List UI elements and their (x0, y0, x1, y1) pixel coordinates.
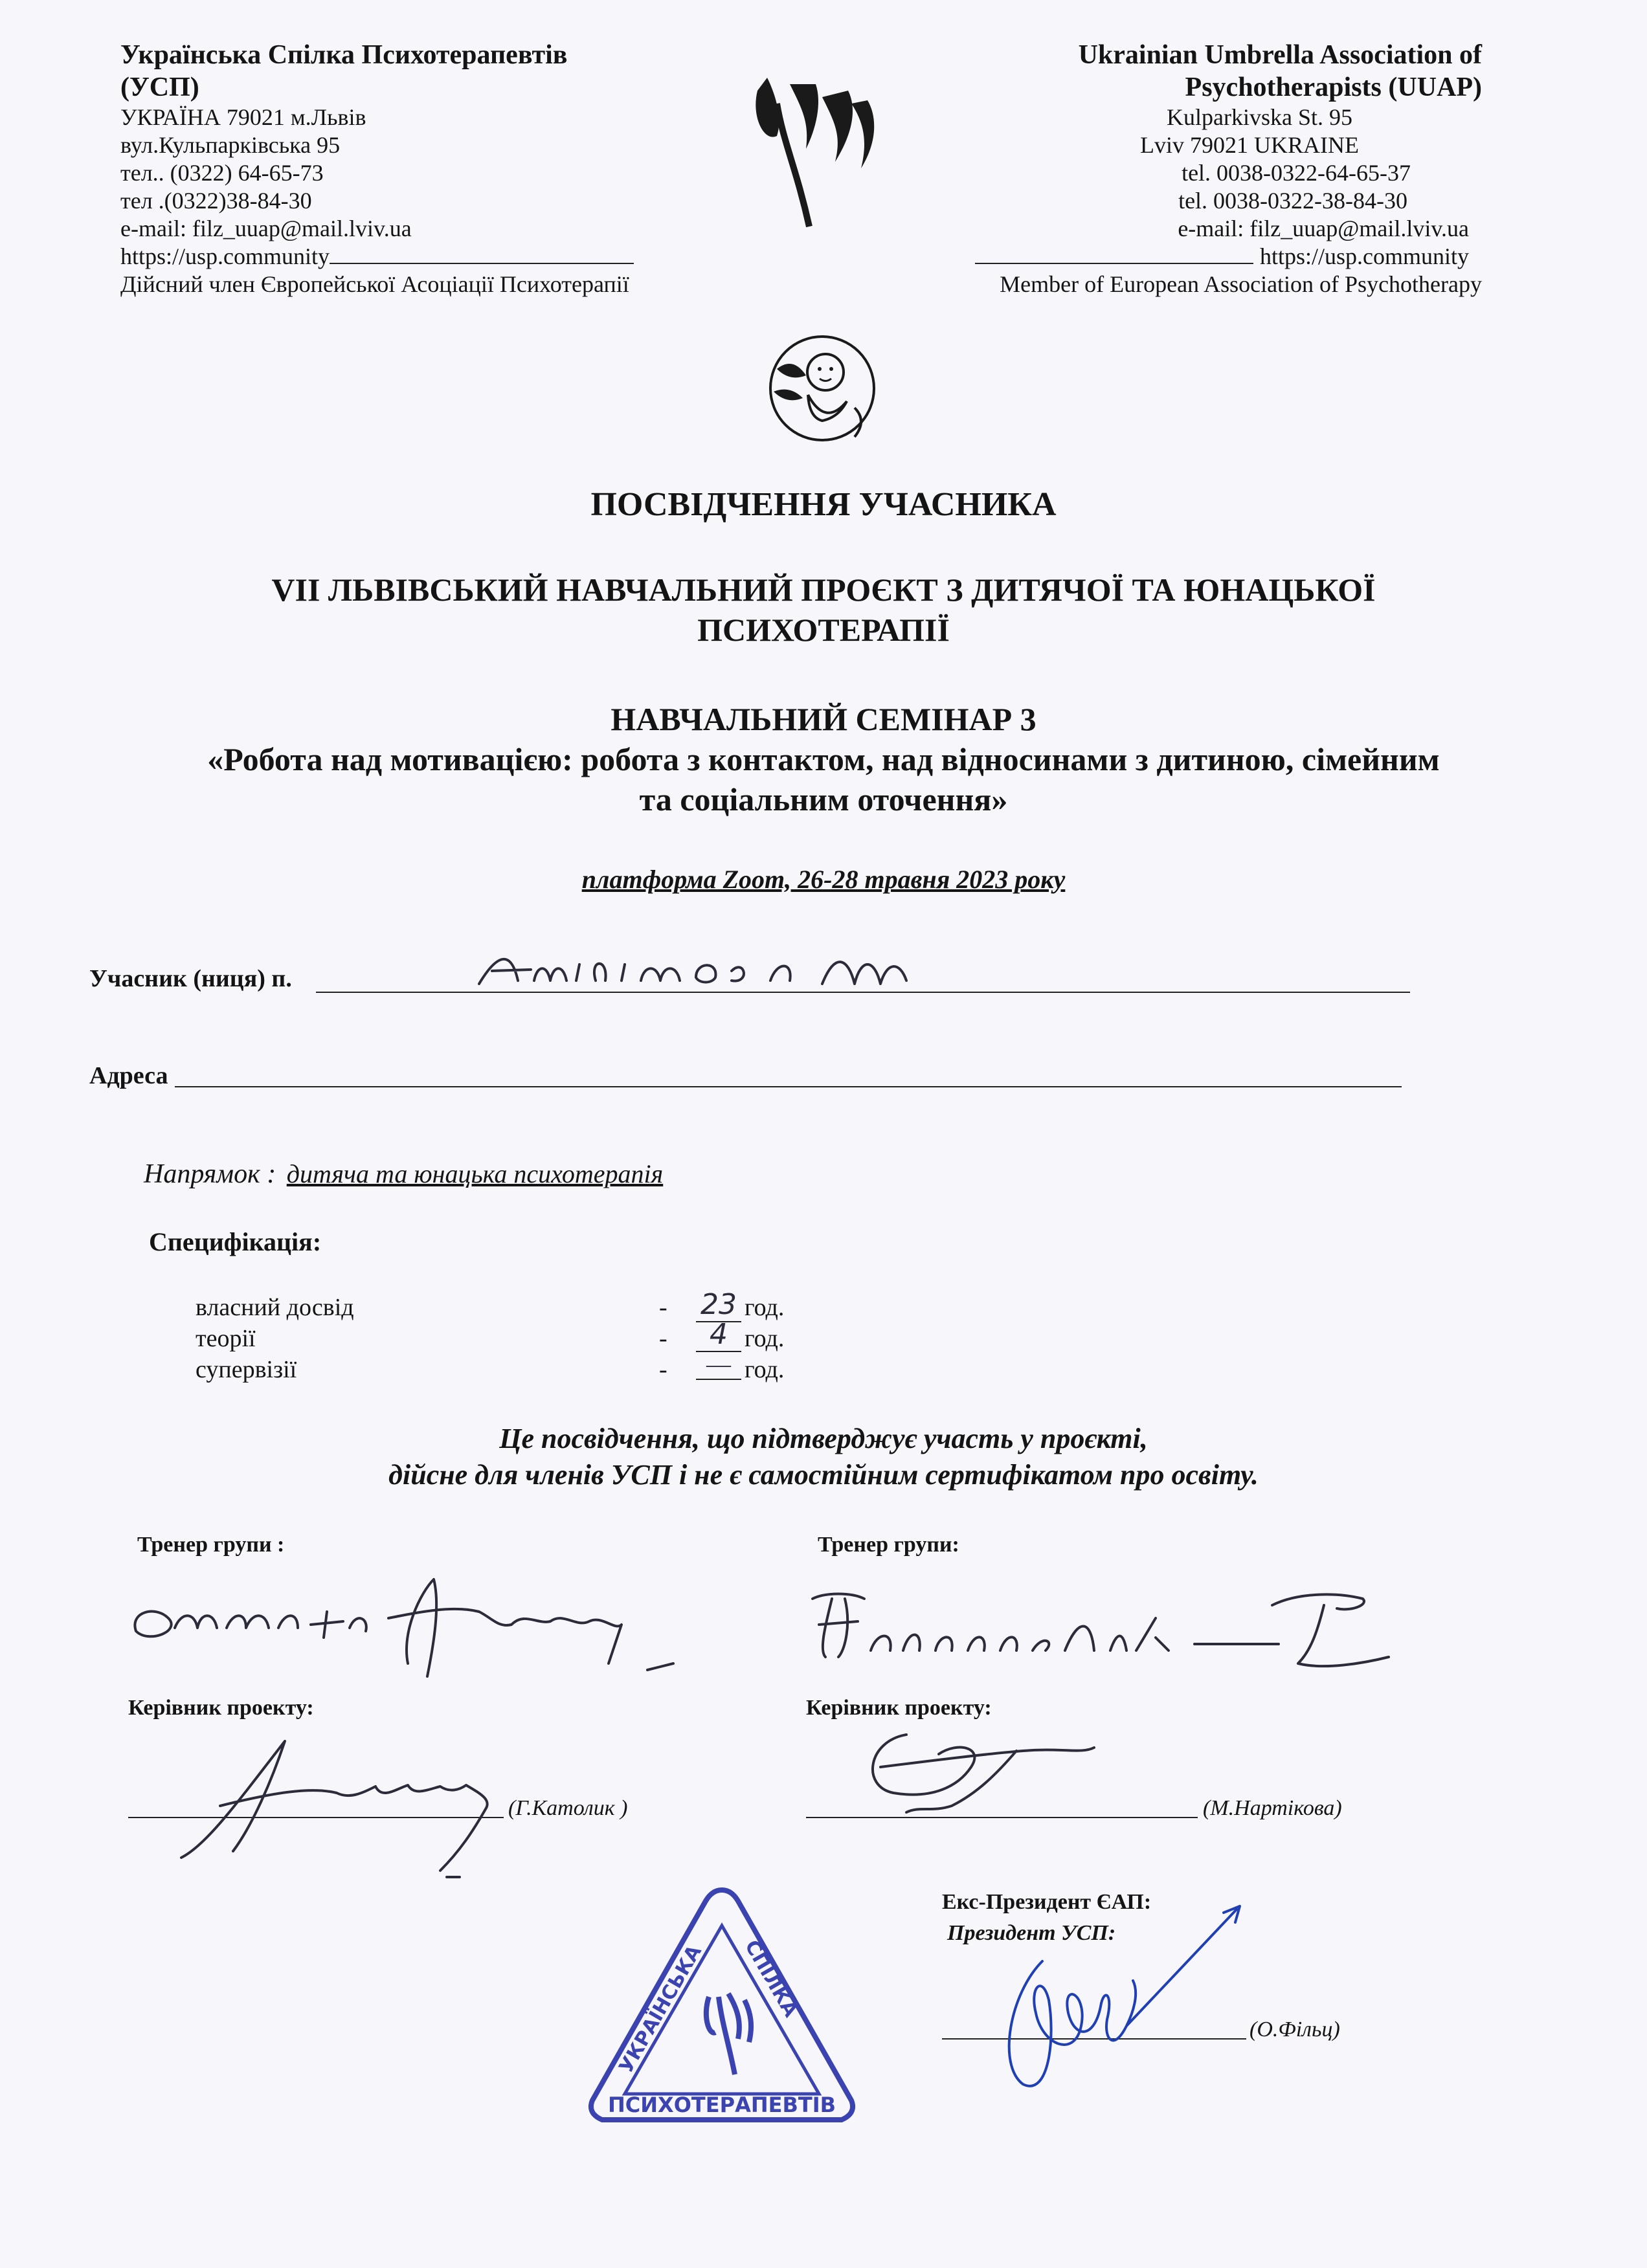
page-title: ПОСВІДЧЕННЯ УЧАСНИКА (590, 486, 1057, 523)
president-label-2: Президент УСП: (947, 1921, 1116, 1945)
phone-ua-2: тел .(0322)38-84-30 (120, 188, 312, 214)
notice-line2: дійсне для членів УСП і не є самостійним сертифікатом про освіту. (388, 1459, 1259, 1491)
notice-line1: Це посвідчення, що підтверджує участь у проєкті, (499, 1423, 1148, 1454)
email-ua: e-mail: filz_uuap@mail.lviv.ua (120, 216, 412, 241)
stamp-text-bottom: ПСИХОТЕРАПЕВТІВ (608, 2093, 836, 2117)
org-name-ua: Українська Спілка Психотерапевтів (120, 40, 568, 70)
org-abbr-ua: (УСП) (120, 72, 199, 102)
manager-left-name: (Г.Католик ) (508, 1796, 628, 1820)
trainer-left-signature (129, 1566, 712, 1696)
manager-left-label: Керівник проекту: (128, 1696, 314, 1720)
address-ua-2: вул.Кульпарківська 95 (120, 132, 341, 158)
manager-right-signature (855, 1722, 1114, 1819)
spec-label-own: власний досвід (196, 1294, 354, 1321)
stamp-triangle-icon (579, 1880, 864, 2139)
project-title-line2: ПСИХОТЕРАПІЇ (697, 612, 950, 648)
header-right-block (899, 39, 1482, 298)
org-abbr-en: Psychotherapists (UUAP) (1185, 72, 1482, 102)
participant-signature-svg (473, 945, 1055, 997)
manager-left-signature-svg (155, 1728, 518, 1890)
manager-right-label: Керівник проекту: (806, 1696, 992, 1720)
phone-en-2: tel. 0038-0322-38-84-30 (1178, 188, 1407, 214)
trainer-left-signature-svg (129, 1566, 712, 1696)
address-en-1: Kulparkivska St. 95 (1167, 104, 1352, 130)
usp-logo (738, 65, 880, 239)
spec-dash-own: - (659, 1294, 667, 1321)
manager-right-name: (М.Нартікова) (1203, 1796, 1342, 1820)
stamp-text-left: УКРАЇНСЬКА (614, 1941, 706, 2077)
seminar-title-line3: та соціальним оточення» (639, 781, 1008, 817)
email-en: e-mail: filz_uuap@mail.lviv.ua (1178, 216, 1469, 241)
spec-dash-theory: - (659, 1325, 667, 1352)
direction-value: дитяча та юнацька психотерапія (286, 1159, 664, 1188)
seminar-title-line2: «Робота над мотивацією: робота з контактом, над відносинами з дитиною, сімейним (207, 741, 1440, 777)
participant-label: Учасник (ниця) п. (89, 965, 292, 992)
spec-value-theory: 4 (696, 1318, 741, 1352)
seminar-title (0, 699, 1647, 819)
spec-label-supervision: супервізії (196, 1356, 297, 1383)
seminar-title-line1: НАВЧАЛЬНИЙ СЕМІНАР 3 (611, 701, 1036, 737)
spec-unit-theory: год. (745, 1325, 785, 1352)
org-name-en: Ukrainian Umbrella Association of (1078, 40, 1482, 70)
website-ua[interactable]: https://usp.community (120, 243, 330, 269)
spec-title: Специфікація: (149, 1227, 322, 1256)
website-en[interactable]: https://usp.community (1259, 243, 1469, 269)
child-emblem (757, 330, 887, 447)
trainer-right-signature-svg (806, 1579, 1453, 1689)
address-line[interactable] (175, 1085, 1402, 1087)
trainer-right-label: Тренер групи: (818, 1533, 959, 1557)
stamp-text-right: СПІЛКА (740, 1936, 802, 2021)
spec-value-supervision: — (696, 1350, 741, 1380)
president-label-1: Екс-Президент ЄАП: (942, 1890, 1152, 1914)
president-name: (О.Фільц) (1249, 2018, 1340, 2041)
child-emblem-icon (757, 330, 887, 447)
manager-right-signature-svg (855, 1722, 1114, 1819)
project-title-line1: VІІ ЛЬВІВСЬКИЙ НАВЧАЛЬНИЙ ПРОЄКТ З ДИТЯЧОЇ ТА ЮНАЦЬКОЇ (271, 572, 1376, 608)
usp-logo-icon (738, 65, 880, 239)
notice-block (0, 1421, 1647, 1493)
address-en-2: Lviv 79021 UKRAINE (1140, 132, 1359, 158)
spec-label-theory: теорії (196, 1325, 256, 1352)
trainer-right-signature (806, 1579, 1453, 1689)
header-left-block (120, 39, 703, 298)
participant-handwriting (473, 945, 1055, 997)
spec-unit-supervision: год. (745, 1356, 785, 1383)
membership-ua: Дійсний член Європейської Асоціації Психотерапії (120, 271, 629, 297)
address-label: Адреса (89, 1062, 168, 1089)
membership-en: Member of European Association of Psychotherapy (1000, 271, 1482, 297)
manager-left-signature (155, 1728, 518, 1890)
spec-value-own: 23 (696, 1288, 741, 1322)
project-title (0, 570, 1647, 650)
spec-unit-own: год. (745, 1294, 785, 1321)
header-rule-right (975, 245, 1253, 264)
address-ua-1: УКРАЇНА 79021 м.Львів (120, 104, 366, 130)
president-signature-svg (978, 1896, 1249, 2110)
direction-label: Напрямок : (144, 1159, 276, 1189)
organization-stamp (579, 1880, 864, 2139)
trainer-left-label: Тренер групи : (137, 1533, 285, 1557)
platform-date: платформа Zoom, 26-28 травня 2023 року (581, 865, 1066, 894)
president-signature (978, 1896, 1249, 2110)
direction-row (144, 1159, 663, 1190)
phone-ua-1: тел.. (0322) 64-65-73 (120, 160, 324, 186)
phone-en-1: tel. 0038-0322-64-65-37 (1182, 160, 1411, 186)
header-rule-left (330, 245, 634, 264)
spec-dash-supervision: - (659, 1356, 667, 1383)
